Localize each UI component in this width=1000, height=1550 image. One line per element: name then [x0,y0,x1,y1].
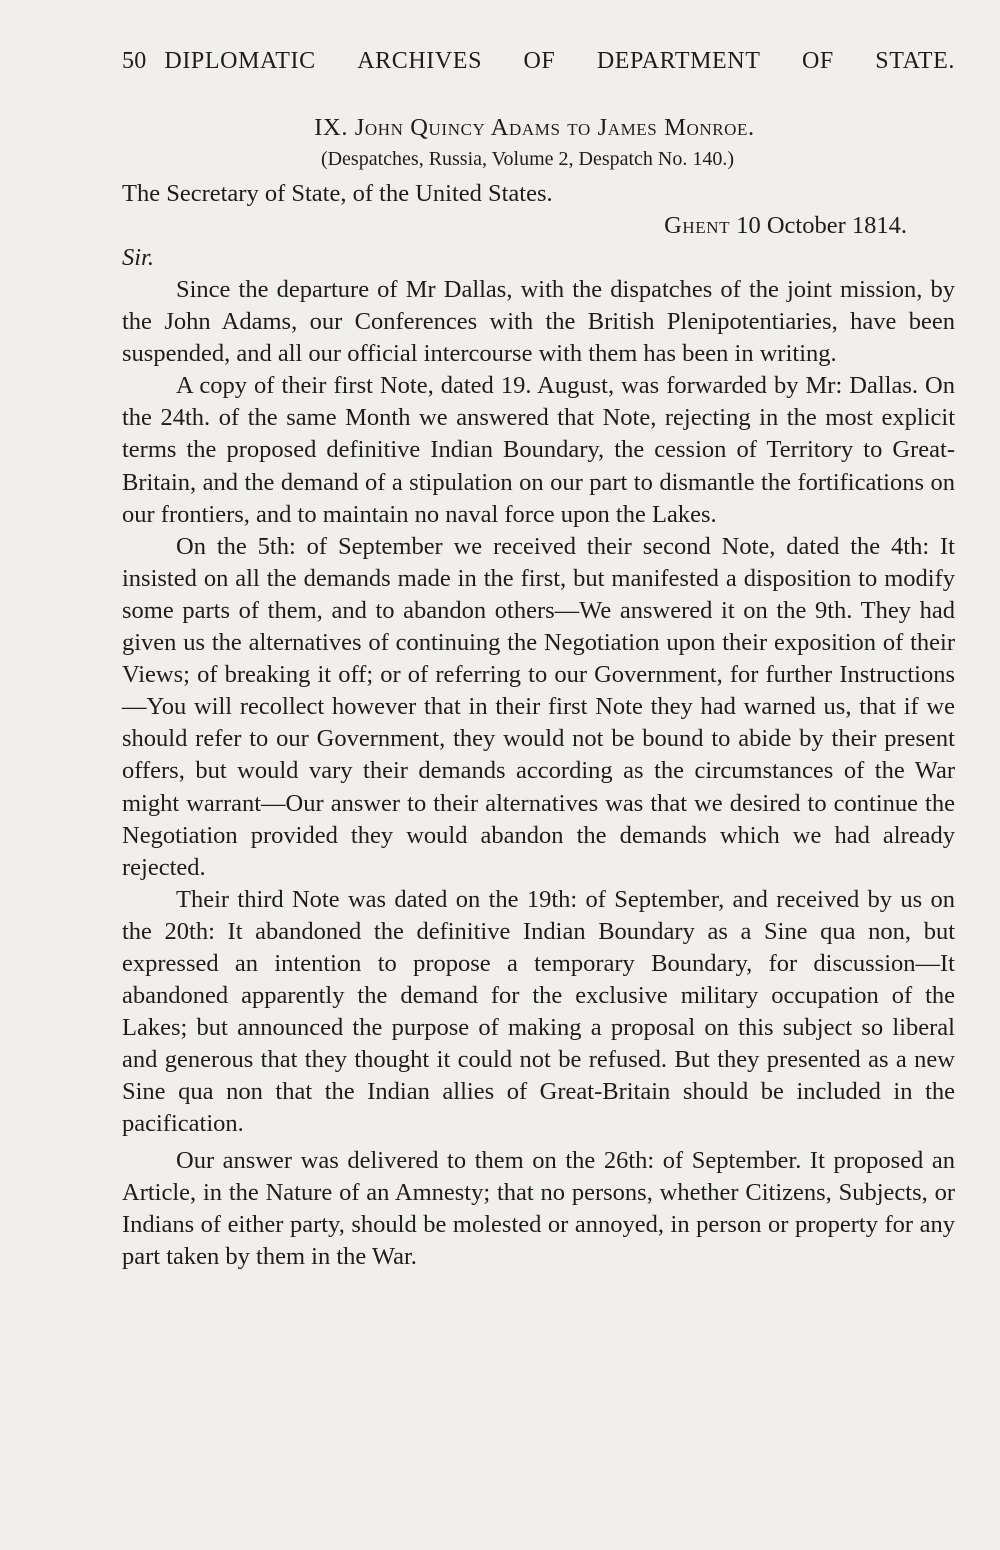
paragraph: Since the departure of Mr Dallas, with the dispatches of the joint mission, by the John Adams, our Conferences with the British Plenipotentiaries, have been suspended, and all our official intercourse with them has been in writing. [122,276,955,368]
document-source: (Despatches, Russia, Volume 2, Despatch No. 140.) [320,148,735,170]
paragraph: A copy of their first Note, dated 19. August, was forwarded by Mr: Dallas. On the 24th. of the same Month we answered that Note, rejecting in the most explicit terms the proposed definitive Indian Boundary, the cession of Territory to Great-Britain, and the demand of a stipulation on our part to dismantle the fortifications on our frontiers, and to maintain no naval force upon the Lakes. [122,372,955,528]
salutation: Sir. [122,244,155,271]
dateline-place: Ghent [664,212,731,239]
running-title-word: OF [523,48,556,74]
addressee: The Secretary of State, of the United States. [122,180,553,207]
letter-body [122,274,955,1273]
page-number: 50 [122,48,147,74]
document-title: IX. John Quincy Adams to James Monroe. [314,114,755,141]
paragraph: Their third Note was dated on the 19th: of September, and received by us on the 20th: It abandoned the definitive Indian Boundary as a Sine qua non, but expressed an intention to propose a temporary Boundary, for discussion—It abandoned apparently the demand for the exclusive military occupation of the Lakes; but announced the purpose of making a proposal on this subject so liberal and generous that they thought it could not be refused. But they presented as a new Sine qua non that the Indian allies of Great-Britain should be included in the pacification. [122,885,955,1138]
dateline [122,210,955,242]
dateline-date: 10 October 1814. [736,212,907,239]
running-title-word: STATE. [875,48,955,74]
running-title-word: ARCHIVES [357,48,483,74]
running-head [122,48,955,82]
running-title-word: OF [801,48,834,74]
page-content [122,48,955,1273]
running-title-word: DIPLOMATIC [164,48,316,74]
paragraph: On the 5th: of September we received their second Note, dated the 4th: It insisted on all the demands made in the first, but manifested a disposition to modify some parts of them, and to abandon others—We answered it on the 9th. They had given us the alternatives of continuing the Negotiation upon their exposition of their Views; of breaking it off; or of referring to our Government, for further Instructions—You will recollect however that in their first Note they had warned us, that if we should refer to our Government, they would not be bound to abide by their present offers, but would vary their demands according as the circumstances of the War might warrant—Our answer to their alternatives was that we desired to continue the Negotiation provided they would abandon the demands which we had already rejected. [122,532,955,881]
running-title [164,48,955,75]
paragraph: Our answer was delivered to them on the 26th: of September. It proposed an Article, in the Nature of an Amnesty; that no persons, whether Citizens, Subjects, or Indians of either party, should be molested or annoyed, in person or property for any part taken by them in the War. [122,1146,955,1270]
running-title-word: DEPARTMENT [596,48,761,74]
